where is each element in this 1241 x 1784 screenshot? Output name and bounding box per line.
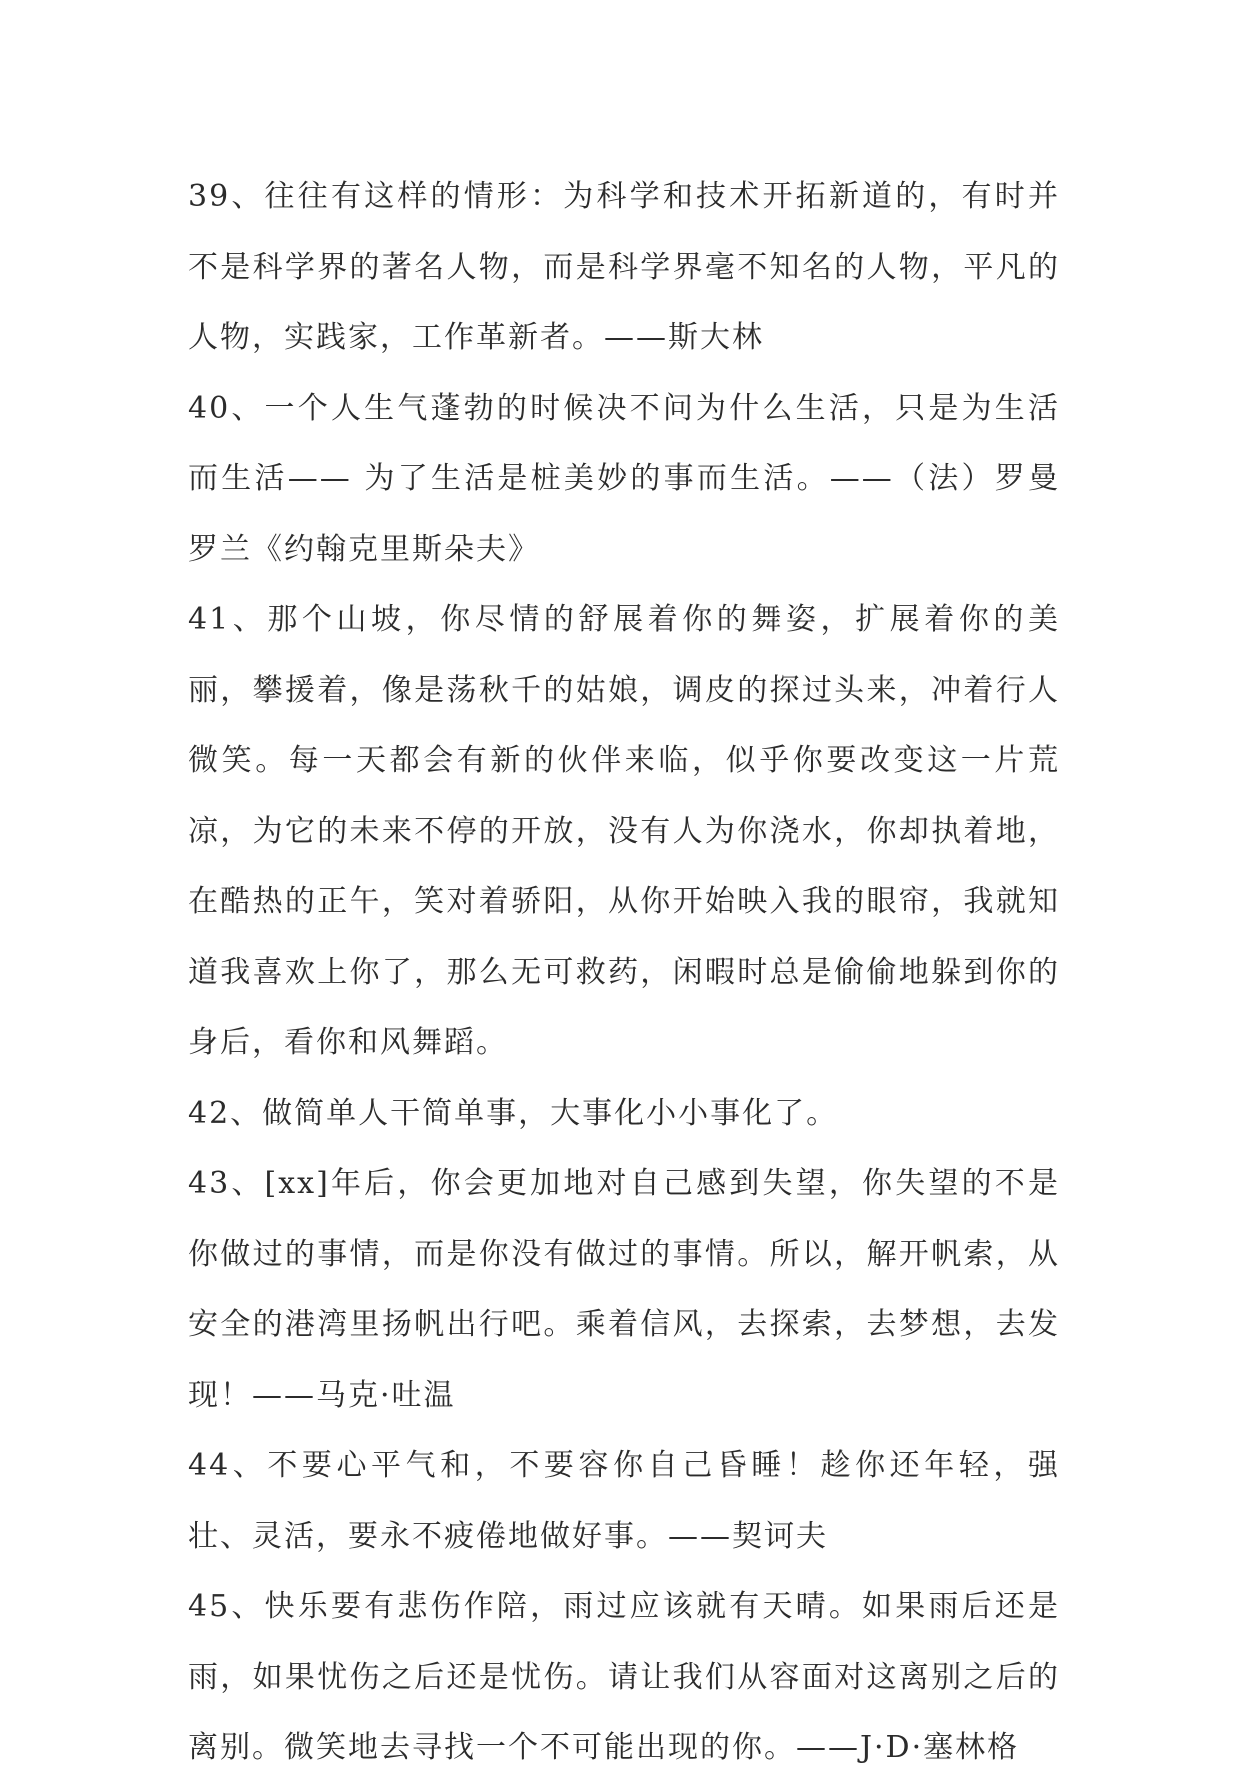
quote-paragraph-41: 41、那个山坡，你尽情的舒展着你的舞姿，扩展着你的美丽，攀援着，像是荡秋千的姑娘，调皮的探过头来，冲着行人微笑。每一天都会有新的伙伴来临，似乎你要改变这一片荒凉，为它的未来不停的开放，没有人为你浇水，你却执着地，在酷热的正午，笑对着骄阳，从你开始映入我的眼帘，我就知道我喜欢上你了，那么无可救药，闲暇时总是偷偷地躲到你的身后，看你和风舞蹈。 [188, 602, 1060, 1060]
quote-paragraph-45: 45、快乐要有悲伤作陪，雨过应该就有天晴。如果雨后还是雨，如果忧伤之后还是忧伤。请让我们从容面对这离别之后的离别。微笑地去寻找一个不可能出现的你。——J·D·塞林格 [188, 1589, 1060, 1765]
quote-paragraph-40: 40、一个人生气蓬勃的时候决不问为什么生活，只是为生活而生活—— 为了生活是桩美妙的事而生活。——（法）罗曼罗兰《约翰克里斯朵夫》 [188, 390, 1060, 567]
quote-paragraph-42: 42、做简单人干简单事，大事化小小事化了。 [188, 1095, 839, 1131]
quote-paragraph-39: 39、往往有这样的情形：为科学和技术开拓新道的，有时并不是科学界的著名人物，而是科学界毫不知名的人物，平凡的人物，实践家，工作革新者。——斯大林 [188, 179, 1060, 355]
quote-paragraph-44: 44、不要心平气和，不要容你自己昏睡！趁你还年轻，强壮、灵活，要永不疲倦地做好事。——契诃夫 [188, 1448, 1060, 1554]
quote-paragraph-43: 43、[xx]年后，你会更加地对自己感到失望，你失望的不是你做过的事情，而是你没有做过的事情。所以，解开帆索，从安全的港湾里扬帆出行吧。乘着信风，去探索，去梦想，去发现！——马克·吐温 [188, 1166, 1060, 1413]
quote-list [188, 162, 1060, 1784]
